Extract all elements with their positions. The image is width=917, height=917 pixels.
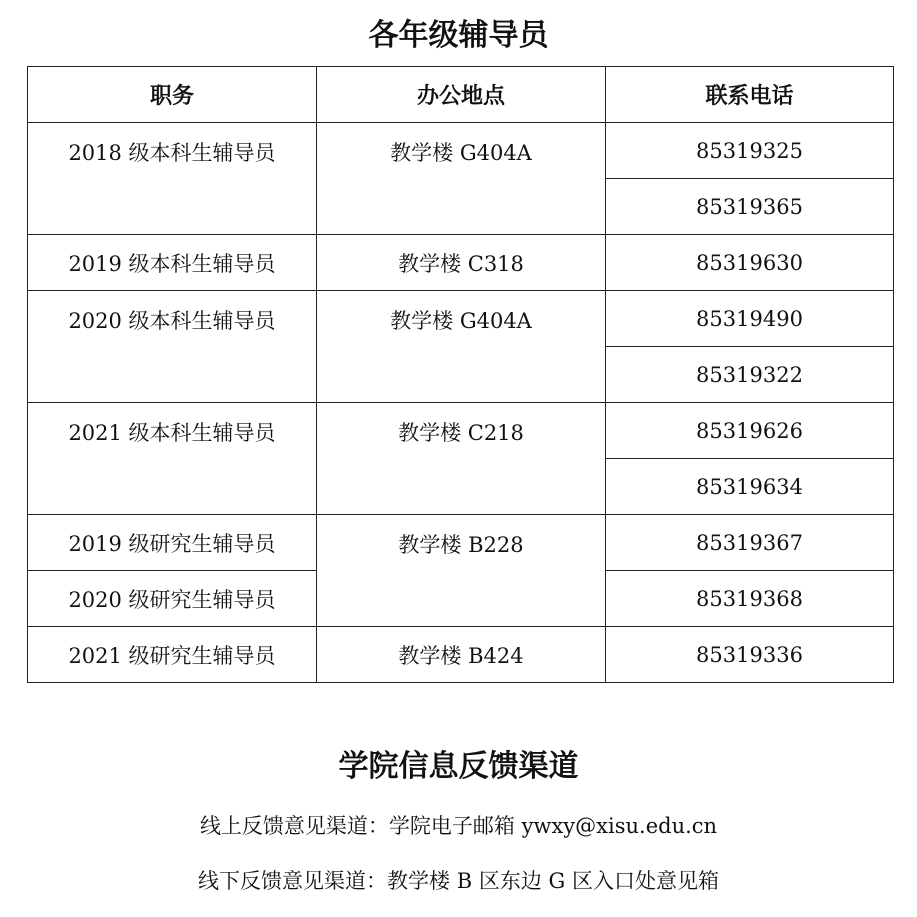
table-row [28, 235, 894, 291]
phone-cell: 85319626 [606, 403, 894, 459]
office-cell: 教学楼 G404A [317, 123, 606, 235]
table-title: 各年级辅导员 [368, 18, 549, 53]
office-cell: 教学楼 G404A [317, 291, 606, 403]
header-phone: 联系电话 [606, 67, 894, 123]
role-cell: 2021 级研究生辅导员 [28, 627, 317, 683]
role-cell: 2019 级研究生辅导员 [28, 515, 317, 571]
counselor-table [27, 66, 894, 683]
header-office: 办公地点 [317, 67, 606, 123]
feedback-online: 线上反馈意见渠道：学院电子邮箱 ywxy@xisu.edu.cn [199, 814, 718, 838]
feedback-offline: 线下反馈意见渠道：教学楼 B 区东边 G 区入口处意见箱 [198, 869, 719, 893]
phone-cell: 85319322 [606, 347, 894, 403]
phone-cell: 85319634 [606, 459, 894, 515]
table-row [28, 291, 894, 347]
table-header-row [28, 67, 894, 123]
phone-cell: 85319490 [606, 291, 894, 347]
phone-cell: 85319367 [606, 515, 894, 571]
phone-cell: 85319325 [606, 123, 894, 179]
phone-cell: 85319630 [606, 235, 894, 291]
table-row [28, 627, 894, 683]
office-cell: 教学楼 B228 [317, 515, 606, 627]
role-cell: 2020 级本科生辅导员 [28, 291, 317, 403]
table-row [28, 123, 894, 179]
header-role: 职务 [28, 67, 317, 123]
role-cell: 2019 级本科生辅导员 [28, 235, 317, 291]
feedback-title: 学院信息反馈渠道 [338, 749, 579, 784]
office-cell: 教学楼 C318 [317, 235, 606, 291]
phone-cell: 85319365 [606, 179, 894, 235]
role-cell: 2020 级研究生辅导员 [28, 571, 317, 627]
phone-cell: 85319336 [606, 627, 894, 683]
role-cell: 2018 级本科生辅导员 [28, 123, 317, 235]
role-cell: 2021 级本科生辅导员 [28, 403, 317, 515]
office-cell: 教学楼 B424 [317, 627, 606, 683]
office-cell: 教学楼 C218 [317, 403, 606, 515]
table-row [28, 403, 894, 459]
phone-cell: 85319368 [606, 571, 894, 627]
table-row [28, 515, 894, 571]
